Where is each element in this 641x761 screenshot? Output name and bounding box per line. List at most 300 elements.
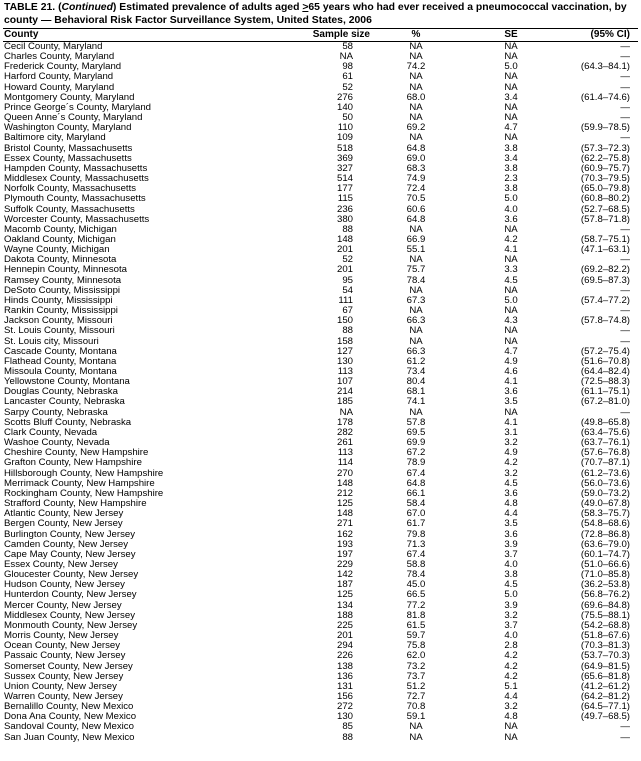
row-sample-size: 130 [336,355,353,367]
row-percent: 59.1 [406,711,426,723]
row-county: Hinds County, Mississippi [4,294,113,306]
row-percent: NA [409,223,423,235]
row-se: 4.9 [504,355,518,367]
row-percent: 68.0 [406,91,426,103]
table-row [0,519,641,529]
table-title [4,2,638,27]
row-county: Morris County, New Jersey [4,630,119,642]
row-county: Ramsey County, Minnesota [4,274,122,286]
row-percent: 69.2 [406,122,426,134]
row-county: Oakland County, Michigan [4,233,116,245]
row-county: Macomb County, Michigan [4,223,117,235]
row-ci: — [620,325,630,337]
row-se: NA [504,223,518,235]
row-sample-size: 50 [342,112,353,124]
row-sample-size: NA [339,51,353,63]
row-county: Queen Anne´s County, Maryland [4,112,143,124]
row-percent: 75.7 [406,264,426,276]
row-percent: 55.1 [406,244,426,256]
row-sample-size: 52 [342,254,353,266]
row-sample-size: 156 [336,691,353,702]
row-percent: 51.2 [406,680,426,692]
row-se: 4.8 [504,711,518,723]
row-sample-size: 188 [336,609,353,621]
row-ci: — [620,223,630,235]
row-percent: 73.7 [406,670,426,682]
row-percent: NA [409,41,423,52]
row-ci: (71.0–85.8) [580,569,630,581]
row-sample-size: 177 [336,183,353,195]
row-county: Atlantic County, New Jersey [4,508,124,520]
row-ci: — [620,305,630,317]
row-percent: 66.3 [406,315,426,327]
row-ci: — [620,132,630,144]
row-county: Ocean County, New Jersey [4,640,121,652]
row-ci: (63.6–79.0) [580,538,630,550]
row-sample-size: 85 [342,721,353,733]
row-sample-size: 518 [336,142,353,154]
row-percent: 62.0 [406,650,426,662]
row-county: Hudson County, New Jersey [4,579,125,591]
row-ci: (51.8–67.6) [580,630,630,642]
row-se: 3.2 [504,609,518,621]
row-ci: (57.8–74.8) [580,315,630,327]
title-rest: 65 years who had ever received a pneumococcal vaccination, by county — Behavioral Risk Factor Surveillance System, United States, 2006 [4,2,627,26]
row-ci: (54.8–68.6) [580,518,630,530]
row-ci: (57.2–75.4) [580,345,630,357]
title-continued: Continued [61,2,113,13]
row-ci: — [620,406,630,418]
row-sample-size: 225 [336,619,353,631]
row-ci: (60.8–80.2) [580,193,630,205]
row-ci: (70.3–81.3) [580,640,630,652]
row-se: 5.0 [504,589,518,601]
row-county: Sandoval County, New Mexico [4,721,134,733]
row-se: NA [504,721,518,733]
row-sample-size: 193 [336,538,353,550]
row-ci: — [620,284,630,296]
row-sample-size: 115 [337,193,353,205]
table-row [0,194,641,204]
header-sample-size: Sample size [312,29,370,40]
title-ge-symbol: > [302,2,309,13]
row-sample-size: 261 [336,437,353,449]
row-ci: (36.2–53.8) [580,579,630,591]
row-sample-size: 136 [336,670,353,682]
row-percent: 66.1 [406,487,426,499]
row-se: NA [504,112,518,124]
row-percent: 61.7 [406,518,426,530]
row-sample-size: 140 [336,101,353,113]
row-ci: — [620,81,630,93]
row-se: 4.5 [504,579,518,591]
row-sample-size: 138 [336,660,353,672]
row-county: Hennepin County, Minnesota [4,264,128,276]
row-sample-size: 148 [336,233,353,245]
row-county: Plymouth County, Massachusetts [4,193,146,205]
row-county: Cascade County, Montana [4,345,117,357]
row-sample-size: 514 [336,173,353,185]
row-county: Washoe County, Nevada [4,437,110,449]
row-ci: (65.6–81.8) [580,670,630,682]
row-se: NA [504,325,518,337]
row-se: 3.6 [504,528,518,540]
row-ci: (49.0–67.8) [580,498,630,510]
row-sample-size: 294 [336,640,353,652]
row-se: 3.2 [504,467,518,479]
row-sample-size: 88 [342,325,353,337]
row-percent: 70.5 [406,193,426,205]
row-sample-size: 113 [337,366,353,377]
row-se: 4.4 [504,508,518,520]
row-ci: (64.5–77.1) [580,701,630,713]
row-se: 3.2 [504,437,518,449]
table-header [0,29,641,41]
row-percent: 69.9 [406,437,426,449]
row-percent: 72.7 [406,691,426,702]
row-ci: (64.9–81.5) [580,660,630,672]
row-county: Bergen County, New Jersey [4,518,123,530]
row-ci: (75.5–88.1) [580,609,630,621]
row-se: 3.8 [504,569,518,581]
row-se: 5.1 [504,680,518,692]
row-se: 3.4 [504,152,518,164]
row-percent: 74.1 [406,396,426,408]
row-sample-size: 148 [336,477,353,489]
table-row [0,651,641,661]
row-se: 4.1 [504,416,518,428]
row-ci: (57.6–76.8) [580,447,630,459]
row-county: Lancaster County, Nebraska [4,396,125,408]
row-county: Norfolk County, Massachusetts [4,183,137,195]
row-sample-size: 54 [342,284,353,296]
row-percent: 77.2 [406,599,426,611]
row-sample-size: 61 [342,71,353,83]
row-county: Washington County, Maryland [4,122,132,134]
row-ci: (59.9–78.5) [580,122,630,134]
row-percent: 70.8 [406,701,426,713]
row-sample-size: 271 [336,518,353,530]
row-ci: (47.1–63.1) [580,244,630,256]
row-ci: — [620,41,630,52]
row-sample-size: 158 [336,335,353,347]
row-se: 3.6 [504,386,518,398]
row-percent: 64.8 [406,213,426,225]
row-se: 3.8 [504,162,518,174]
row-sample-size: 131 [336,680,353,692]
row-county: Worcester County, Massachusetts [4,213,150,225]
row-county: Clark County, Nevada [4,426,98,438]
row-se: 3.5 [504,518,518,530]
row-ci: (58.7–75.1) [580,233,630,245]
row-percent: 78.4 [406,569,426,581]
row-ci: (69.2–82.2) [580,264,630,276]
row-percent: 67.0 [406,508,426,520]
row-percent: 67.4 [406,467,426,479]
row-percent: NA [409,101,423,113]
row-county: Frederick County, Maryland [4,61,122,73]
row-percent: 68.3 [406,162,426,174]
row-se: 3.2 [504,701,518,713]
row-percent: 69.0 [406,152,426,164]
row-se: NA [504,41,518,52]
row-sample-size: 272 [336,701,353,713]
row-se: 3.9 [504,599,518,611]
row-se: 4.5 [504,274,518,286]
row-se: 4.8 [504,498,518,510]
row-se: 3.3 [504,264,518,276]
row-se: 4.4 [504,691,518,702]
row-county: Hampden County, Massachusetts [4,162,148,174]
row-percent: NA [409,731,423,743]
row-ci: — [620,51,630,63]
row-sample-size: 150 [336,315,353,327]
row-ci: (51.0–66.6) [580,558,630,570]
row-county: Douglas County, Nebraska [4,386,118,398]
row-ci: (70.7–87.1) [580,457,630,469]
row-ci: (64.4–82.4) [580,366,630,377]
row-percent: NA [409,81,423,93]
row-county: Sussex County, New Jersey [4,670,124,682]
row-ci: (49.8–65.8) [580,416,630,428]
row-percent: 66.9 [406,233,426,245]
row-se: 4.5 [504,477,518,489]
row-county: Scotts Bluff County, Nebraska [4,416,132,428]
row-se: NA [504,71,518,83]
row-percent: 57.8 [406,416,426,428]
row-sample-size: 369 [336,152,353,164]
row-percent: 75.8 [406,640,426,652]
row-se: 3.8 [504,183,518,195]
row-percent: 79.8 [406,528,426,540]
row-ci: (58.3–75.7) [580,508,630,520]
row-se: 4.9 [504,447,518,459]
row-county: Passaic County, New Jersey [4,650,126,662]
row-ci: (63.4–75.6) [580,426,630,438]
row-ci: (72.5–88.3) [580,376,630,388]
row-ci: — [620,101,630,113]
row-ci: (64.2–81.2) [580,691,630,702]
row-se: 5.0 [504,193,518,205]
row-sample-size: 125 [336,589,353,601]
row-se: 2.8 [504,640,518,652]
row-se: 4.1 [504,376,518,388]
row-percent: 73.4 [406,366,426,377]
row-se: NA [504,284,518,296]
row-sample-size: 95 [342,274,353,286]
row-se: 4.0 [504,630,518,642]
row-sample-size: 130 [336,711,353,723]
row-ci: (63.7–76.1) [580,437,630,449]
row-county: Baltimore city, Maryland [4,132,106,144]
row-percent: 78.4 [406,274,426,286]
row-sample-size: 142 [336,569,353,581]
row-county: Dona Ana County, New Mexico [4,711,137,723]
row-se: 4.6 [504,366,518,377]
row-sample-size: 276 [336,91,353,103]
row-percent: NA [409,284,423,296]
row-ci: — [620,254,630,266]
row-county: Jackson County, Missouri [4,315,113,327]
row-sample-size: 201 [336,244,353,256]
row-sample-size: 380 [336,213,353,225]
row-county: Bristol County, Massachusetts [4,142,133,154]
row-ci: (65.0–79.8) [580,183,630,195]
row-county: Prince George´s County, Maryland [4,101,151,113]
row-sample-size: 148 [336,508,353,520]
row-sample-size: 134 [336,599,353,611]
row-sample-size: 88 [342,223,353,235]
row-percent: 60.6 [406,203,426,215]
row-se: 3.6 [504,213,518,225]
row-sample-size: 212 [336,487,353,499]
row-sample-size: 127 [336,345,353,357]
row-sample-size: 185 [336,396,353,408]
row-se: NA [504,731,518,743]
row-sample-size: 113 [337,447,353,459]
header-county: County [4,29,39,40]
row-se: NA [504,335,518,347]
row-percent: 81.8 [406,609,426,621]
row-sample-size: 109 [336,132,353,144]
row-se: 3.1 [504,426,518,438]
row-county: Mercer County, New Jersey [4,599,122,611]
row-percent: 72.4 [406,183,426,195]
row-se: NA [504,254,518,266]
row-county: Cheshire County, New Hampshire [4,447,149,459]
row-sample-size: 178 [336,416,353,428]
row-percent: 61.2 [406,355,426,367]
row-county: Yellowstone County, Montana [4,376,130,388]
row-se: NA [504,51,518,63]
row-se: 3.7 [504,619,518,631]
row-percent: 80.4 [406,376,426,388]
row-se: 4.7 [504,345,518,357]
row-se: 4.2 [504,660,518,672]
row-ci: (41.2–61.2) [580,680,630,692]
row-county: Wayne County, Michigan [4,244,110,256]
row-ci: — [620,721,630,733]
row-county: Burlington County, New Jersey [4,528,135,540]
row-county: Essex County, New Jersey [4,558,118,570]
table-row [0,733,641,743]
row-se: 4.7 [504,122,518,134]
row-se: 5.0 [504,61,518,73]
row-county: St. Louis County, Missouri [4,325,115,337]
row-ci: (69.5–87.3) [580,274,630,286]
row-se: 4.0 [504,558,518,570]
row-county: Missoula County, Montana [4,366,117,377]
row-ci: — [620,731,630,743]
row-ci: (69.6–84.8) [580,599,630,611]
row-percent: 66.5 [406,589,426,601]
row-percent: 74.2 [406,61,426,73]
row-percent: NA [409,305,423,317]
row-percent: NA [409,51,423,63]
row-county: Camden County, New Jersey [4,538,129,550]
row-percent: NA [409,132,423,144]
row-county: Strafford County, New Hampshire [4,498,147,510]
row-se: NA [504,81,518,93]
row-ci: (62.2–75.8) [580,152,630,164]
row-ci: (57.3–72.3) [580,142,630,154]
row-ci: (61.1–75.1) [580,386,630,398]
row-county: Cecil County, Maryland [4,41,103,52]
row-sample-size: 201 [336,264,353,276]
row-percent: 67.3 [406,294,426,306]
row-county: Cape May County, New Jersey [4,548,136,560]
row-percent: 69.5 [406,426,426,438]
row-county: San Juan County, New Mexico [4,731,135,743]
row-ci: (60.1–74.7) [580,548,630,560]
row-percent: 45.0 [406,579,426,591]
row-ci: (59.0–73.2) [580,487,630,499]
row-se: 4.2 [504,233,518,245]
row-ci: (52.7–68.5) [580,203,630,215]
table-row [0,326,641,336]
row-percent: 58.4 [406,498,426,510]
row-ci: (70.3–79.5) [580,173,630,185]
row-se: 4.2 [504,457,518,469]
row-sample-size: 125 [336,498,353,510]
row-ci: — [620,335,630,347]
row-percent: 74.9 [406,173,426,185]
row-sample-size: 187 [336,579,353,591]
row-percent: 64.8 [406,142,426,154]
row-ci: (56.0–73.6) [580,477,630,489]
row-percent: NA [409,721,423,733]
row-county: Harford County, Maryland [4,71,114,83]
row-county: Merrimack County, New Hampshire [4,477,155,489]
row-ci: (67.2–81.0) [580,396,630,408]
row-county: Sarpy County, Nebraska [4,406,108,418]
row-county: DeSoto County, Mississippi [4,284,121,296]
row-sample-size: 52 [342,81,353,93]
header-se: SE [504,29,518,40]
row-sample-size: 98 [342,61,353,73]
row-county: Grafton County, New Hampshire [4,457,142,469]
row-percent: NA [409,335,423,347]
row-se: 4.2 [504,650,518,662]
row-sample-size: 214 [336,386,353,398]
row-county: Montgomery County, Maryland [4,91,135,103]
row-se: 3.4 [504,91,518,103]
row-percent: 78.9 [406,457,426,469]
row-percent: 61.5 [406,619,426,631]
row-se: 4.1 [504,244,518,256]
row-sample-size: 236 [336,203,353,215]
title-middle: ) Estimated prevalence of adults aged [112,2,303,13]
row-county: Middlesex County, Massachusetts [4,173,149,185]
row-county: Rankin County, Mississippi [4,305,118,317]
row-percent: 66.3 [406,345,426,357]
row-county: St. Louis city, Missouri [4,335,99,347]
row-ci: (61.2–73.6) [580,467,630,479]
row-se: 3.6 [504,487,518,499]
row-percent: 67.2 [406,447,426,459]
row-sample-size: 114 [337,457,353,469]
row-se: 5.0 [504,294,518,306]
row-sample-size: 107 [336,376,353,388]
row-se: 4.0 [504,203,518,215]
row-county: Suffolk County, Massachusetts [4,203,135,215]
row-se: 4.2 [504,670,518,682]
row-sample-size: 162 [336,528,353,540]
row-percent: NA [409,71,423,83]
row-ci: — [620,71,630,83]
row-percent: NA [409,112,423,124]
row-ci: (49.7–68.5) [580,711,630,723]
